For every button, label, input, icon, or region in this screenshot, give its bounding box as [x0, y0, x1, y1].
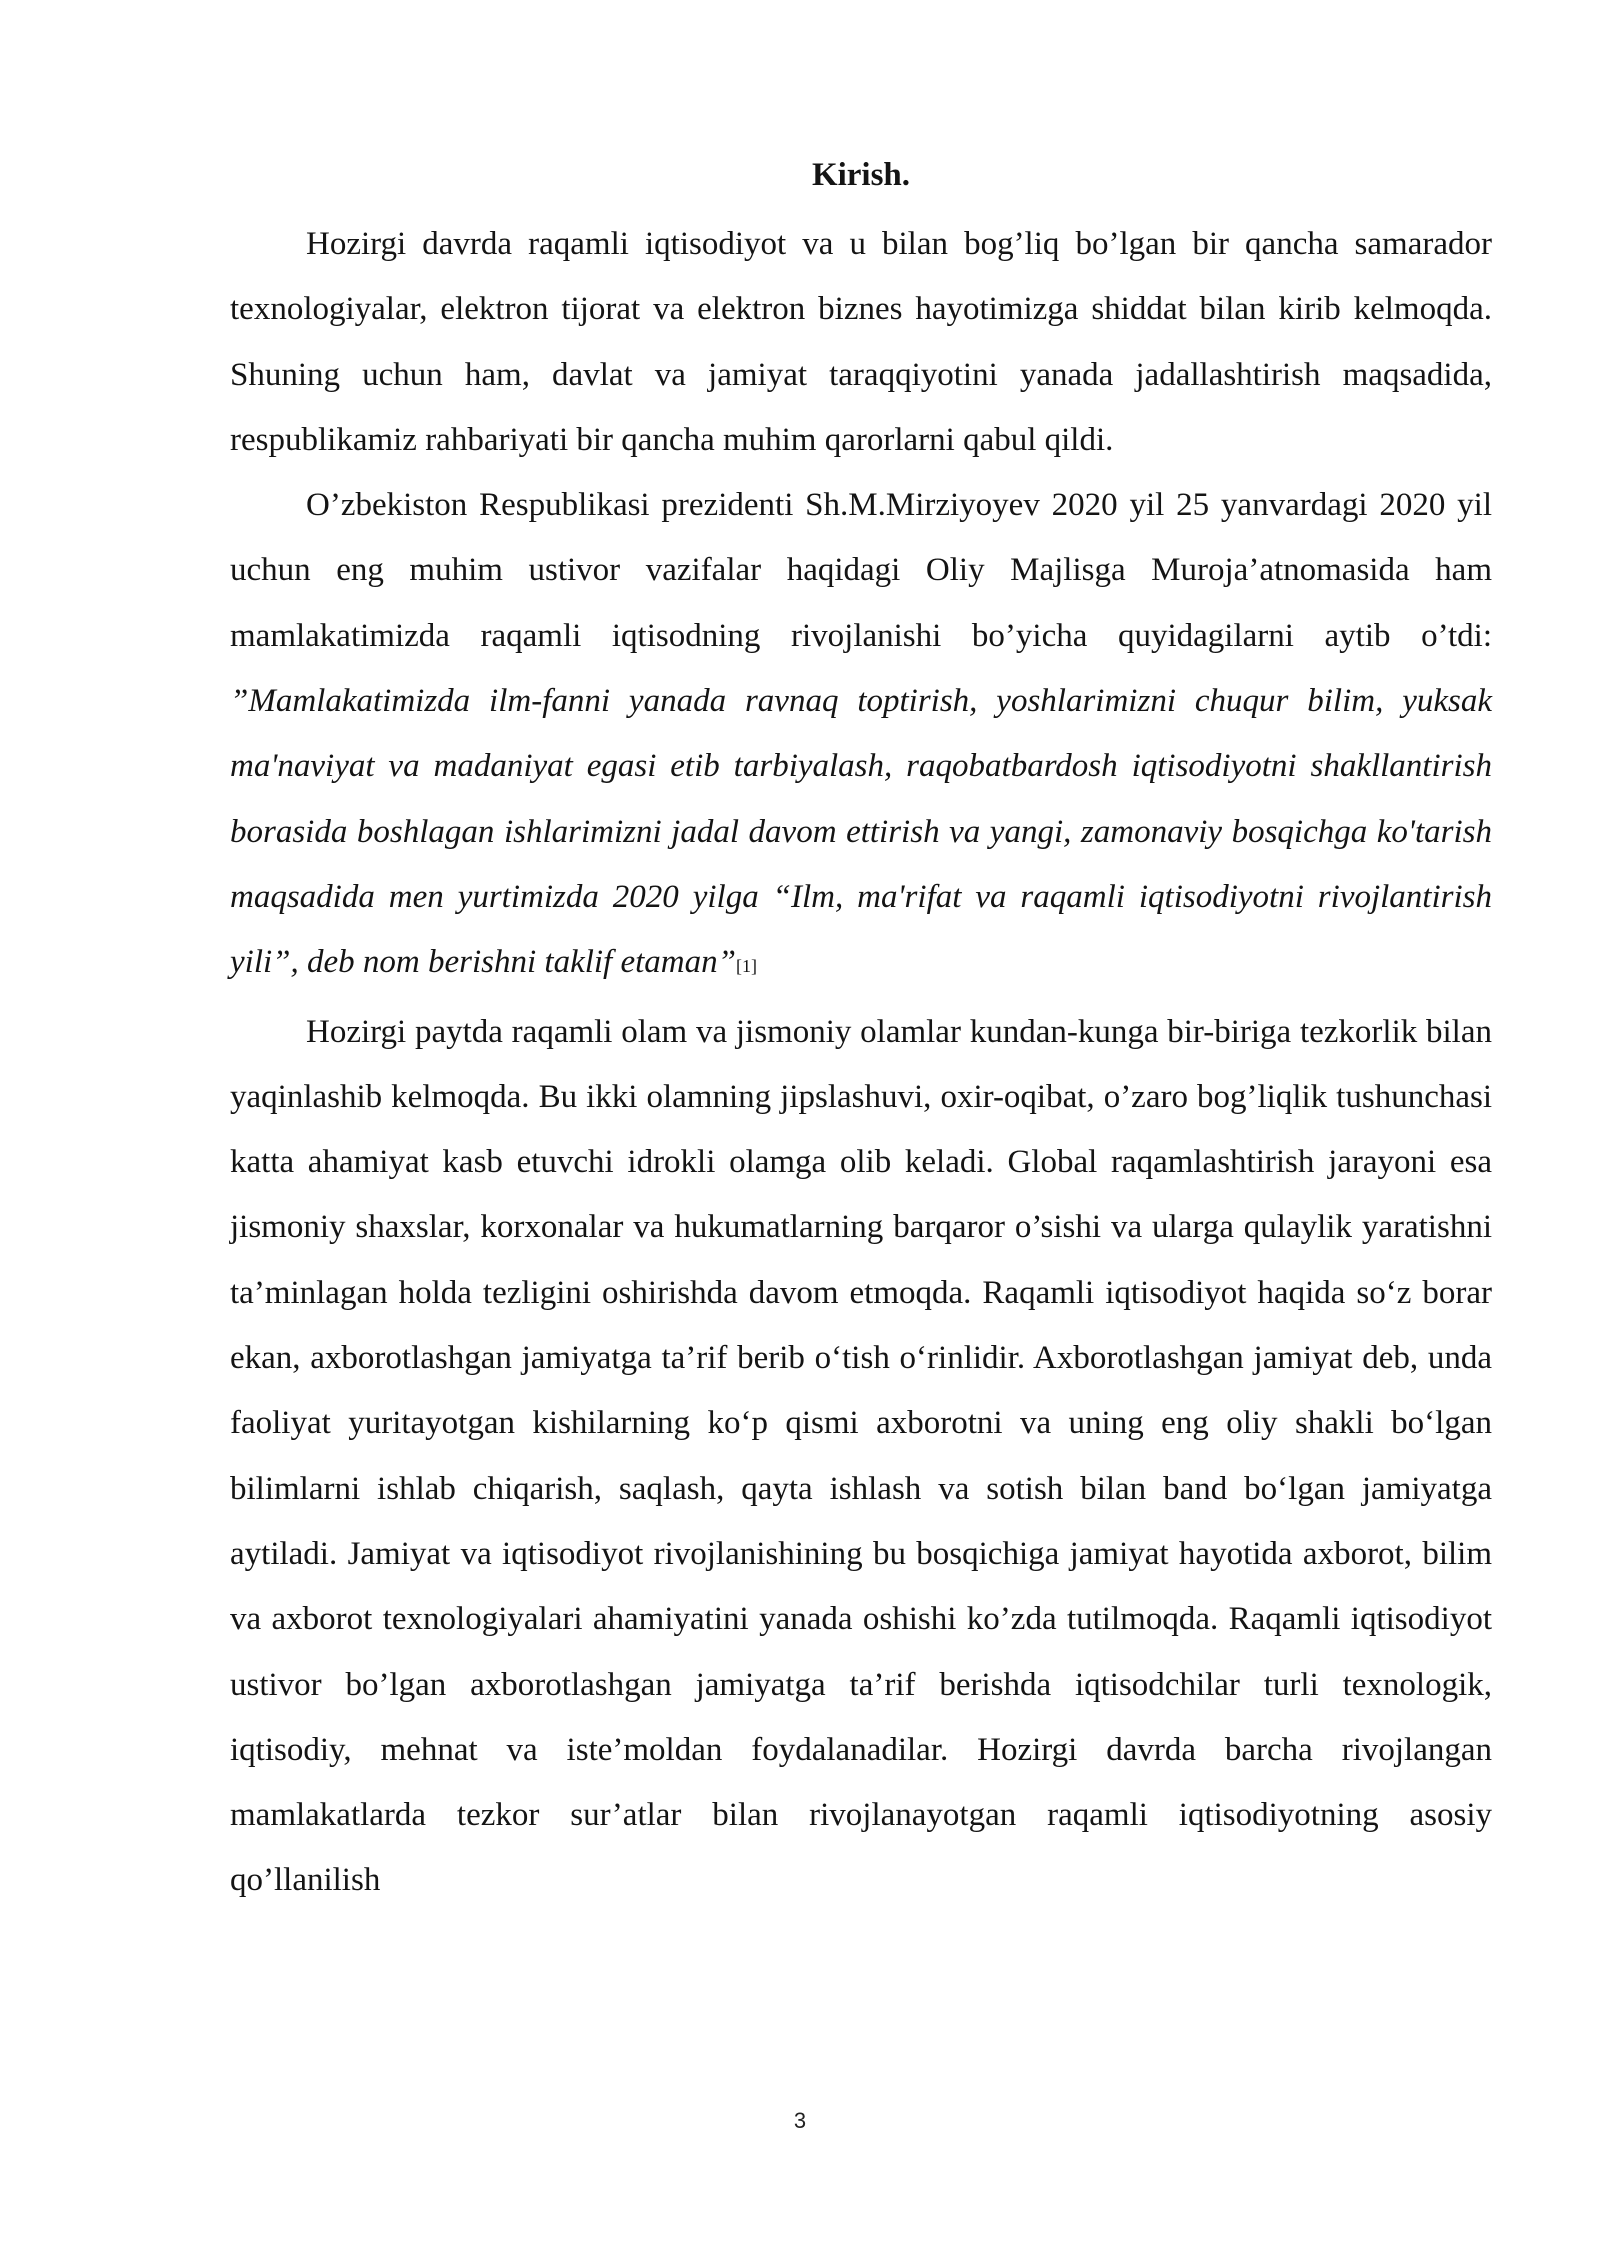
page-body [230, 148, 1492, 1914]
page-number: 3 [793, 2108, 807, 2133]
paragraph-3: Hozirgi paytda raqamli olam va jismoniy olamlar kundan-kunga bir-biriga tezkorlik bilan yaqinlashib kelmoqda. Bu ikki olamning jipslashuvi, oxir-oqibat, o’zaro bog’liqlik tushunchasi katta ahamiyat kasb etuvchi idrokli olamga olib keladi. Global raqamlashtirish jarayoni esa jismoniy shaxslar, korxonalar va hukumatlarning barqaror o’sishi va ularga qulaylik yaratishni ta’minlagan holda tezligini oshirishda davom etmoqda. Raqamli iqtisodiyot haqida so‘z borar ekan, axborotlashgan jamiyatga ta’rif berib o‘tish o‘rinlidir. Axborotlashgan jamiyat deb, unda faoliyat yuritayotgan kishilarning ko‘p qismi axborotni va uning eng oliy shakli bo‘lgan bilimlarni ishlab chiqarish, saqlash, qayta ishlash va sotish bilan band bo‘lgan jamiyatga aytiladi. Jamiyat va iqtisodiyot rivojlanishining bu bosqichiga jamiyat hayotida axborot, bilim va axborot texnologiyalari ahamiyatini yanada oshishi ko’zda tutilmoqda. Raqamli iqtisodiyot ustivor bo’lgan axborotlashgan jamiyatga ta’rif berishda iqtisodchilar turli texnologik, iqtisodiy, mehnat va iste’moldan foydalanadilar. Hozirgi davrda barcha rivojlangan mamlakatlarda tezkor sur’atlar bilan rivojlanayotgan raqamli iqtisodiyotning asosiy qo’llanilish [230, 1013, 1492, 1899]
president-quote: ”Mamlakatimizda ilm-fanni yanada ravnaq toptirish, yoshlarimizni chuqur bilim, yuksak ma'naviyat va madaniyat egasi etib tarbiyalash, raqobatbardosh iqtisodiyotni shakllantirish borasida boshlagan ishlarimizni jadal davom ettirish va yangi, zamonaviy bosqichga ko'tarish maqsadida men yurtimizda 2020 yilga “Ilm, ma'rifat va raqamli iqtisodiyotni rivojlantirish yili”, deb nom berishni taklif etaman” [230, 683, 1492, 981]
paragraph-1: Hozirgi davrda raqamli iqtisodiyot va u bilan bog’liq bo’lgan bir qancha samarador texnologiyalar, elektron tijorat va elektron biznes hayotimizga shiddat bilan kirib kelmoqda. Shuning uchun ham, davlat va jamiyat taraqqiyotini yanada jadallashtirish maqsadida, respublikamiz rahbariyati bir qancha muhim qarorlarni qabul qildi. [230, 226, 1492, 458]
footnote-reference[interactable]: [1] [735, 956, 757, 977]
section-title: Kirish. [811, 157, 911, 193]
paragraph-2 [230, 473, 1492, 999]
paragraph-2-intro: O’zbekiston Respublikasi prezidenti Sh.M.Mirziyoyev 2020 yil 25 yanvardagi 2020 yil uchun eng muhim ustivor vazifalar haqidagi Oliy Majlisga Muroja’atnomasida ham mamlakatimizda raqamli iqtisodning rivojlanishi bo’yicha quyidagilarni aytib o’tdi: [230, 487, 1492, 654]
